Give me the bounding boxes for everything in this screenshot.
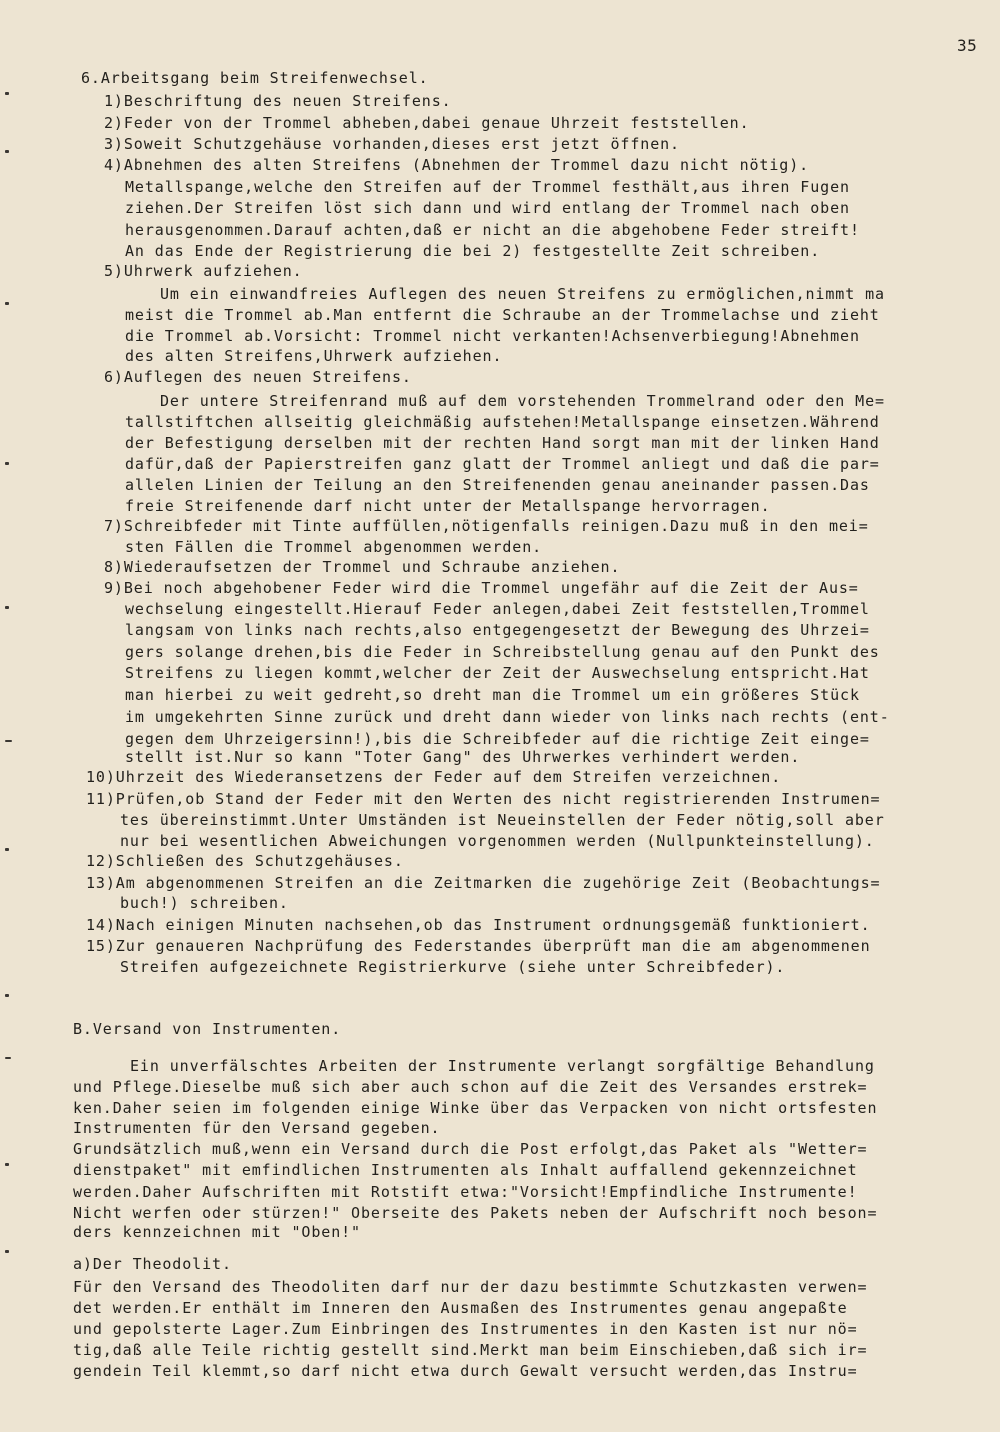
text-line: 12)Schließen des Schutzgehäuses. — [86, 853, 404, 870]
text-line: sten Fällen die Trommel abgenommen werden. — [125, 539, 543, 556]
text-line: Grundsätzlich muß,wenn ein Versand durch die Post erfolgt,das Paket als "Wetter= — [73, 1141, 868, 1158]
text-line: Streifen aufgezeichnete Registrierkurve (siehe unter Schreibfeder). — [120, 959, 786, 976]
text-line: 13)Am abgenommenen Streifen an die Zeitmarken die zugehörige Zeit (Beobachtungs= — [86, 875, 881, 892]
text-line: man hierbei zu weit gedreht,so dreht man die Trommel um ein größeres Stück — [125, 687, 860, 704]
text-line: tig,daß alle Teile richtig gestellt sind.Merkt man beim Einschieben,daß sich ir= — [73, 1342, 868, 1359]
text-line: An das Ende der Registrierung die bei 2) festgestellte Zeit schreiben. — [125, 243, 821, 260]
text-line: 10)Uhrzeit des Wiederansetzens der Feder auf dem Streifen verzeichnen. — [86, 769, 782, 786]
text-line: 5)Uhrwerk aufziehen. — [104, 263, 303, 280]
text-line: 7)Schreibfeder mit Tinte auffüllen,nötigenfalls reinigen.Dazu muß in den mei= — [104, 518, 869, 535]
text-line: dienstpaket" mit emfindlichen Instrumenten als Inhalt auffallend gekennzeichnet — [73, 1162, 858, 1179]
subsection-heading: a)Der Theodolit. — [73, 1256, 232, 1273]
text-line: meist die Trommel ab.Man entfernt die Schraube an der Trommelachse und zieht — [125, 307, 880, 324]
text-line: 6)Auflegen des neuen Streifens. — [104, 369, 412, 386]
text-line: der Befestigung derselben mit der rechten Hand sorgt man mit der linken Hand — [125, 435, 880, 452]
text-line: und gepolsterte Lager.Zum Einbringen des Instrumentes in den Kasten ist nur nö= — [73, 1321, 858, 1338]
text-line: ziehen.Der Streifen löst sich dann und wird entlang der Trommel nach oben — [125, 200, 850, 217]
text-line: langsam von links nach rechts,also entgegengesetzt der Bewegung des Uhrzei= — [125, 622, 870, 639]
section-heading: 6.Arbeitsgang beim Streifenwechsel. — [81, 70, 429, 87]
text-line: gendein Teil klemmt,so darf nicht etwa durch Gewalt versucht werden,das Instru= — [73, 1363, 858, 1380]
text-line: Nicht werfen oder stürzen!" Oberseite des Pakets neben der Aufschrift noch beson= — [73, 1205, 878, 1222]
text-line: dafür,daß der Papierstreifen ganz glatt der Trommel anliegt und daß die par= — [125, 456, 880, 473]
text-line: wechselung eingestellt.Hierauf Feder anlegen,dabei Zeit feststellen,Trommel — [125, 601, 870, 618]
text-line: Der untere Streifenrand muß auf dem vorstehenden Trommelrand oder den Me= — [160, 393, 885, 410]
text-line: ders kennzeichnen mit "Oben!" — [73, 1224, 361, 1241]
text-line: gers solange drehen,bis die Feder in Schreibstellung genau auf den Punkt des — [125, 644, 880, 661]
text-line: gegen dem Uhrzeigersinn!),bis die Schreibfeder auf die richtige Zeit einge= — [125, 731, 870, 748]
text-line: des alten Streifens,Uhrwerk aufziehen. — [125, 348, 503, 365]
text-line: allelen Linien der Teilung an den Streifenenden genau aneinander passen.Das — [125, 477, 870, 494]
text-line: im umgekehrten Sinne zurück und dreht dann wieder von links nach rechts (ent- — [125, 709, 890, 726]
text-line: herausgenommen.Darauf achten,daß er nicht an die abgehobene Feder streift! — [125, 222, 860, 239]
page-number: 35 — [957, 36, 978, 55]
text-line: stellt ist.Nur so kann "Toter Gang" des Uhrwerkes verhindert werden. — [125, 749, 801, 766]
text-line: 1)Beschriftung des neuen Streifens. — [104, 93, 452, 110]
text-line: Ein unverfälschtes Arbeiten der Instrumente verlangt sorgfältige Behandlung — [130, 1058, 875, 1075]
text-line: 15)Zur genaueren Nachprüfung des Federstandes überprüft man die am abgenommenen — [86, 938, 871, 955]
text-line: Für den Versand des Theodoliten darf nur der dazu bestimmte Schutzkasten verwen= — [73, 1279, 868, 1296]
section-heading: B.Versand von Instrumenten. — [73, 1021, 342, 1038]
text-line: werden.Daher Aufschriften mit Rotstift etwa:"Vorsicht!Empfindliche Instrumente! — [73, 1184, 858, 1201]
text-line: Um ein einwandfreies Auflegen des neuen Streifens zu ermöglichen,nimmt ma — [160, 286, 885, 303]
text-line: nur bei wesentlichen Abweichungen vorgenommen werden (Nullpunkteinstellung). — [120, 833, 875, 850]
text-line: 8)Wiederaufsetzen der Trommel und Schraube anziehen. — [104, 559, 621, 576]
text-line: 4)Abnehmen des alten Streifens (Abnehmen der Trommel dazu nicht nötig). — [104, 157, 810, 174]
text-line: 14)Nach einigen Minuten nachsehen,ob das Instrument ordnungsgemäß funktioniert. — [86, 917, 871, 934]
text-line: freie Streifenende darf nicht unter der Metallspange hervorragen. — [125, 498, 771, 515]
text-line: Metallspange,welche den Streifen auf der Trommel festhält,aus ihren Fugen — [125, 179, 850, 196]
text-line: 3)Soweit Schutzgehäuse vorhanden,dieses erst jetzt öffnen. — [104, 136, 680, 153]
text-line: und Pflege.Dieselbe muß sich aber auch schon auf die Zeit des Versandes erstrek= — [73, 1079, 868, 1096]
text-line: Streifens zu liegen kommt,welcher der Zeit der Auswechselung entspricht.Hat — [125, 665, 870, 682]
text-line: tallstiftchen allseitig gleichmäßig aufstehen!Metallspange einsetzen.Während — [125, 414, 880, 431]
text-line: det werden.Er enthält im Inneren den Ausmaßen des Instrumentes genau angepaßte — [73, 1300, 848, 1317]
text-line: 9)Bei noch abgehobener Feder wird die Trommel ungefähr auf die Zeit der Aus= — [104, 580, 859, 597]
text-line: ken.Daher seien im folgenden einige Winke über das Verpacken von nicht ortsfesten — [73, 1100, 878, 1117]
text-line: tes übereinstimmt.Unter Umständen ist Neueinstellen der Feder nötig,soll aber — [120, 812, 885, 829]
text-line: buch!) schreiben. — [120, 895, 289, 912]
text-line: Instrumenten für den Versand gegeben. — [73, 1120, 441, 1137]
text-line: die Trommel ab.Vorsicht: Trommel nicht verkanten!Achsenverbiegung!Abnehmen — [125, 328, 860, 345]
text-line: 11)Prüfen,ob Stand der Feder mit den Werten des nicht registrierenden Instrumen= — [86, 791, 881, 808]
text-line: 2)Feder von der Trommel abheben,dabei genaue Uhrzeit feststellen. — [104, 115, 750, 132]
